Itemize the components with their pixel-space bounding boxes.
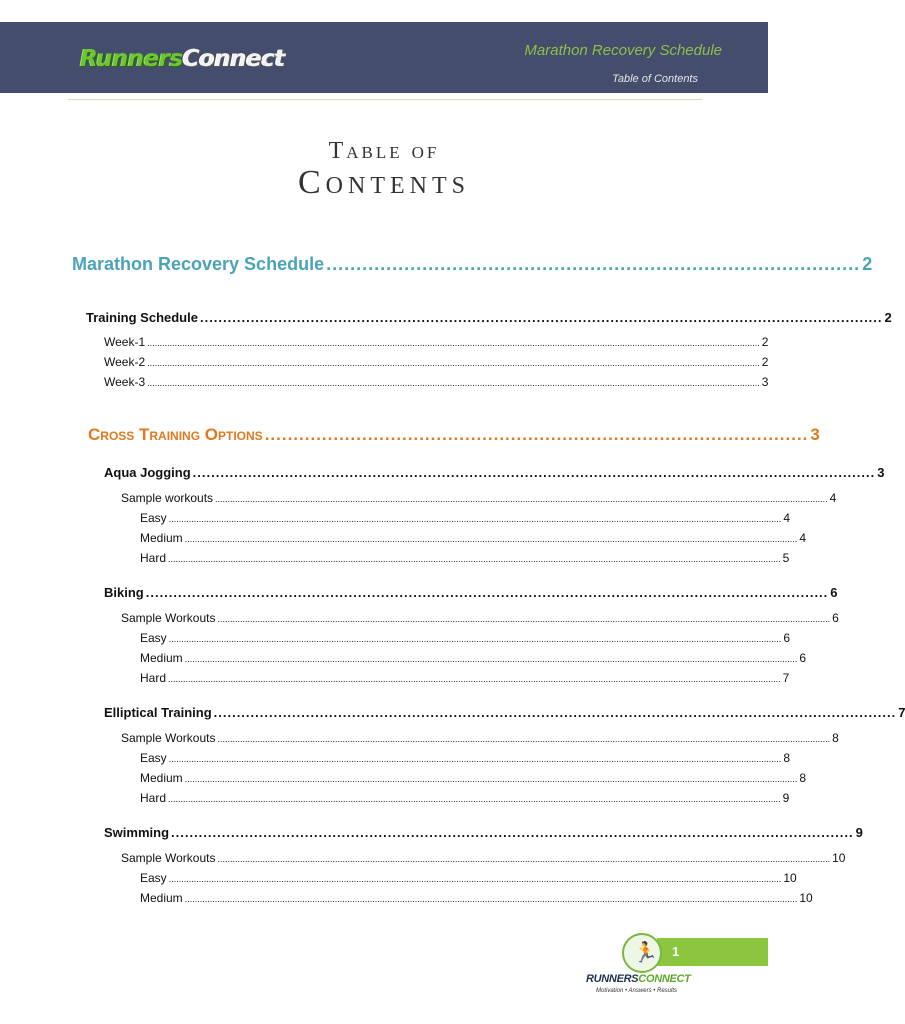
toc-entry[interactable]: Cross Training Options ............................................................................................... 3 [88,425,820,444]
dot-leader: ..................................................................................................................................................................................................................................................... [217,734,831,744]
toc-entry[interactable]: Training Schedule .................................................................................................................................................... 2 [86,310,892,325]
header-section-title: Table of Contents [612,73,698,85]
dot-leader: ..................................................................................................................................................................................................................................................... [168,874,782,884]
runner-logo-icon [622,933,662,973]
dot-leader: ..................................................................................................................................................................................................................................................... [168,674,781,684]
page-header [0,22,768,93]
toc-entry[interactable]: Medium ..................................................................................................................................................................................................................................................... 4 [140,531,806,545]
toc-entry[interactable]: Sample Workouts ..................................................................................................................................................................................................................................................... 6 [121,611,839,625]
toc-entry[interactable]: Easy ..................................................................................................................................................................................................................................................... 8 [140,751,790,765]
dot-leader: ..................................................................................................................................................................................................................................................... [168,554,781,564]
dot-leader: ..................................................................................................................................................................................................................................................... [184,894,798,904]
toc-title-line2: Contents [297,164,470,201]
dot-leader: ..................................................................................................................................................................................................................................................... [184,774,798,784]
toc-entry[interactable]: Swimming .................................................................................................................................................... 9 [104,825,863,840]
dot-leader: ..................................................................................................................................................................................................................................................... [184,654,798,664]
dot-leader: .................................................................................................................................................... [192,465,876,480]
dot-leader: ..................................................................................................................................................................................................................................................... [168,514,782,524]
header-document-title: Marathon Recovery Schedule [524,42,722,59]
dot-leader: ..................................................................................................................................................................................................................................................... [168,754,782,764]
toc-entry[interactable]: Sample Workouts ..................................................................................................................................................................................................................................................... 10 [121,851,846,865]
toc-entry[interactable]: Hard ..................................................................................................................................................................................................................................................... 5 [140,551,790,565]
footer-tagline: Motivation • Answers • Results [596,988,678,994]
dot-leader: .................................................................................................................................................... [171,825,854,840]
dot-leader: ..................................................................................................................................................................................................................................................... [215,494,828,504]
dot-leader: .................................................................................................................................................... [213,705,897,720]
dot-leader: ..................................................................................................................................................................................................................................................... [147,338,760,348]
toc-entry[interactable]: Medium ..................................................................................................................................................................................................................................................... 8 [140,771,806,785]
header-divider [68,99,702,100]
runnersconnect-logo: RunnersConnect [80,46,285,72]
toc-entry[interactable]: Elliptical Training .................................................................................................................................................... 7 [104,705,905,720]
dot-leader: ............................................................................................... [264,425,809,444]
dot-leader: ..................................................................................................................................................................................................................................................... [168,634,782,644]
toc-entry[interactable]: Sample workouts ..................................................................................................................................................................................................................................................... 4 [121,491,837,505]
toc-entry[interactable]: Week-1 ..................................................................................................................................................................................................................................................... 2 [104,335,769,349]
toc-entry[interactable]: Biking .................................................................................................................................................... 6 [104,585,838,600]
dot-leader: ..................................................................................................................................................................................................................................................... [217,854,831,864]
toc-entry[interactable]: Week-3 ..................................................................................................................................................................................................................................................... 3 [104,375,769,389]
toc-title-line1: Table of [328,138,440,164]
dot-leader: ..................................................................................................................................................................................................................................................... [217,614,831,624]
toc-entry[interactable]: Medium ..................................................................................................................................................................................................................................................... 10 [140,891,813,905]
toc-entry[interactable]: Aqua Jogging .................................................................................................................................................... 3 [104,465,885,480]
toc-entry[interactable]: Sample Workouts ..................................................................................................................................................................................................................................................... 8 [121,731,839,745]
dot-leader: ..................................................................................................................................................................................................................................................... [147,358,760,368]
toc-entry[interactable]: Easy ..................................................................................................................................................................................................................................................... 4 [140,511,790,525]
dot-leader: .................................................................................................................................................... [199,310,883,325]
toc-entry[interactable]: Easy ..................................................................................................................................................................................................................................................... 10 [140,871,797,885]
toc-entry[interactable]: Hard ..................................................................................................................................................................................................................................................... 7 [140,671,790,685]
dot-leader: ..................................................................................................................................................................................................................................................... [147,378,760,388]
page-number: 1 [672,944,680,959]
dot-leader: ..................................................................................................................................................................................................................................................... [168,794,781,804]
runner-icon: 🏃 [633,942,658,964]
dot-leader: .................................................................................................................................................... [145,585,829,600]
toc-entry[interactable]: Medium ..................................................................................................................................................................................................................................................... 6 [140,651,806,665]
toc-entry[interactable]: Hard ..................................................................................................................................................................................................................................................... 9 [140,791,790,805]
toc-entry[interactable]: Marathon Recovery Schedule ......................................................................................... 2 [72,254,873,274]
footer-logo-text: RUNNERSCONNECT [586,973,691,985]
dot-leader: ..................................................................................................................................................................................................................................................... [184,534,798,544]
toc-entry[interactable]: Easy ..................................................................................................................................................................................................................................................... 6 [140,631,790,645]
dot-leader: ......................................................................................... [326,254,861,274]
toc-entry[interactable]: Week-2 ..................................................................................................................................................................................................................................................... 2 [104,355,769,369]
